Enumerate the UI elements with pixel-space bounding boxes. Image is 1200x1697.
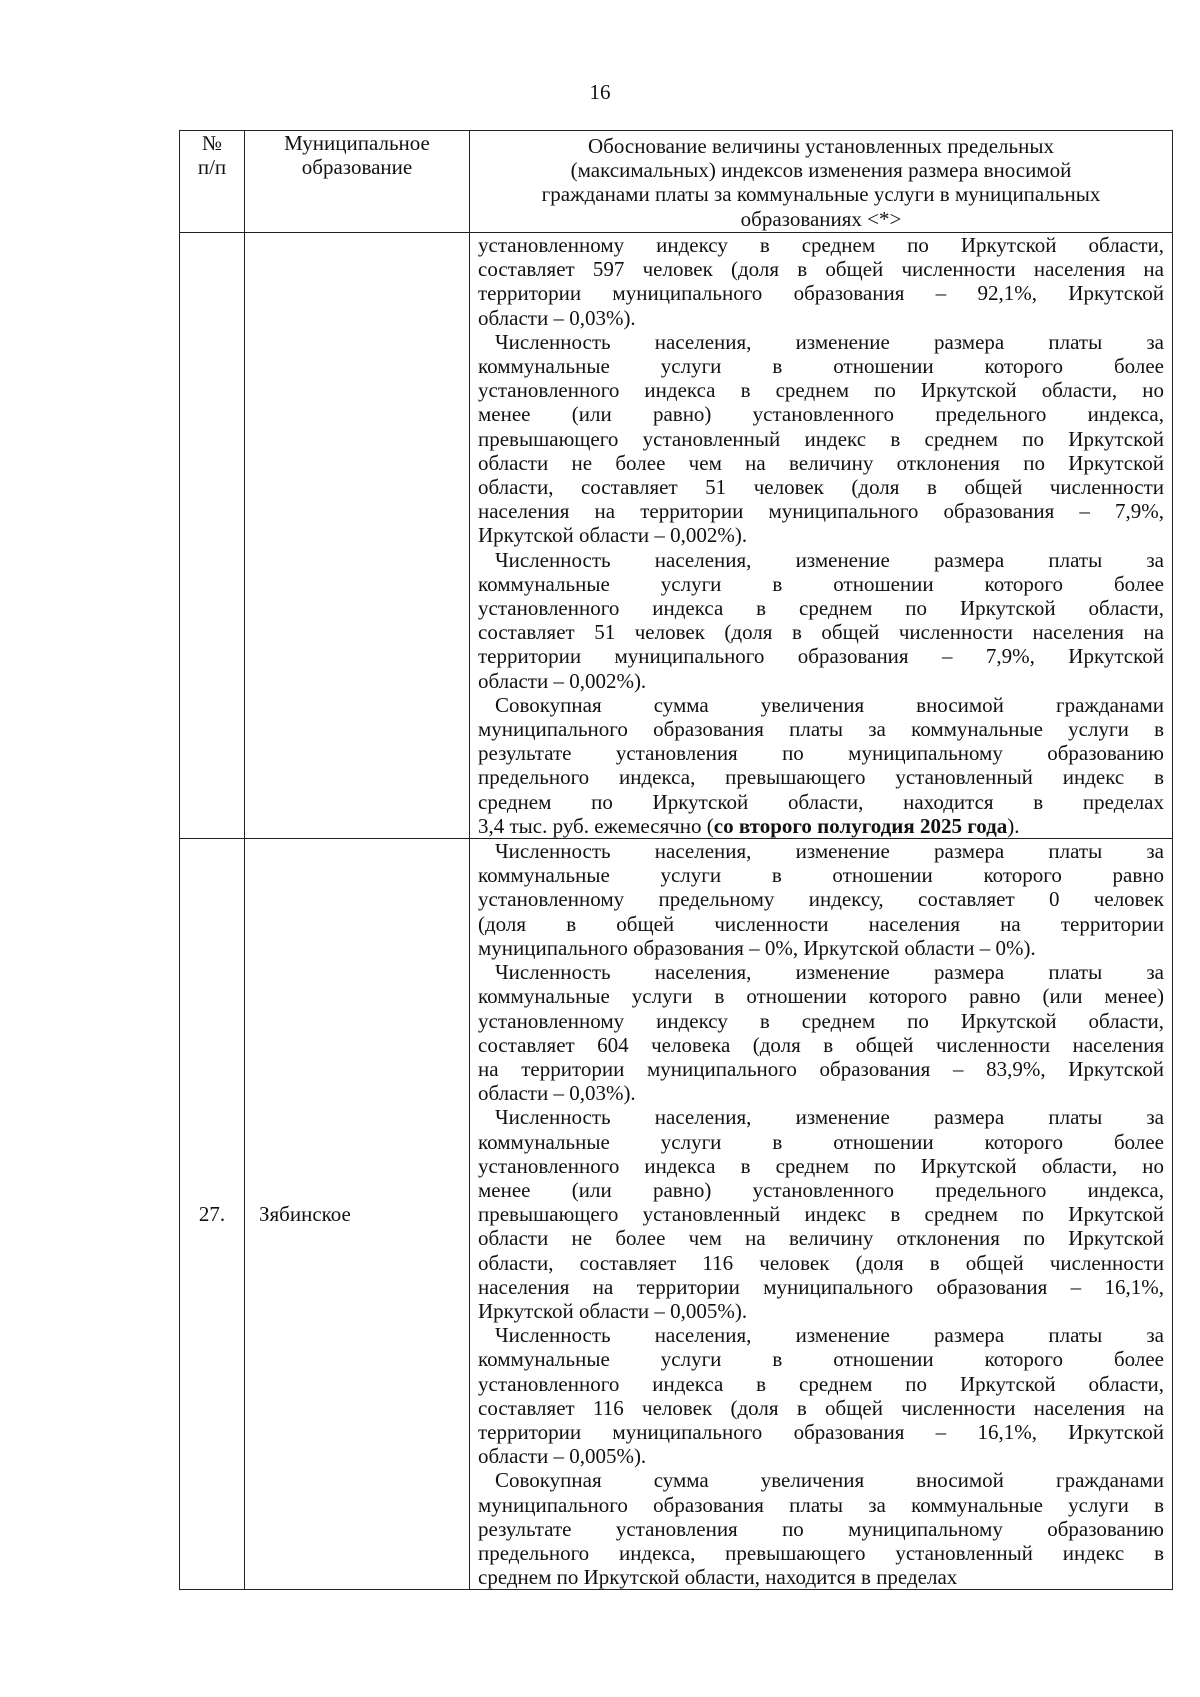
header-number-line1: № <box>201 131 223 155</box>
header-justification <box>470 131 1173 233</box>
justification-paragraph <box>478 1323 1164 1468</box>
paragraph-line: Совокупная сумма увеличения вносимой гражданами <box>495 1468 1164 1493</box>
header-justification-line: гражданами платы за коммунальные услуги в муниципальных <box>541 182 1101 207</box>
paragraph-line: коммунальные услуги в отношении которого равно <box>478 863 1164 888</box>
justification-paragraph <box>478 960 1164 1105</box>
last-line-plain: 3,4 тыс. руб. ежемесячно ( <box>478 813 714 838</box>
paragraph-line: муниципального образования – 0%, Иркутской области – 0%). <box>478 935 1036 960</box>
header-justification-line: (максимальных) индексов изменения размера вносимой <box>570 158 1072 183</box>
justification-paragraph <box>478 330 1164 548</box>
justification-paragraph <box>478 839 1164 960</box>
paragraph-line: области не более чем на величину отклонения по Иркутской <box>478 1226 1164 1251</box>
paragraph-last-line <box>478 814 1164 838</box>
header-municipality-line1: Муниципальное <box>284 131 430 155</box>
paragraph-line: установленному предельному индексу, составляет 0 человек <box>478 887 1164 912</box>
paragraph-line: области – 0,005%). <box>478 1444 647 1469</box>
paragraph-line: составляет 51 человек (доля в общей численности населения на <box>478 620 1164 645</box>
justification-paragraph <box>478 233 1164 330</box>
justification-paragraph <box>478 548 1164 693</box>
paragraph-line: составляет 604 человека (доля в общей численности населения <box>478 1032 1164 1057</box>
paragraph-line: среднем по Иркутской области, находится в пределах <box>478 789 1164 814</box>
row-27-municipality: Зябинское <box>245 839 470 1590</box>
header-number-line2: п/п <box>197 155 227 180</box>
table-row-27 <box>180 839 1173 1590</box>
justification-table <box>179 130 1173 1590</box>
header-municipality <box>245 131 470 233</box>
paragraph-line: предельного индекса, превышающего установленный индекс в <box>478 765 1164 790</box>
paragraph-line: области, составляет 116 человек (доля в общей численности <box>478 1250 1164 1275</box>
page-number: 16 <box>589 80 611 104</box>
paragraph-line: Численность населения, изменение размера платы за <box>495 1323 1164 1348</box>
paragraph-line: области – 0,002%). <box>478 668 647 693</box>
justification-paragraph <box>478 1105 1164 1323</box>
header-number <box>180 131 245 233</box>
paragraph-line: области – 0,03%). <box>478 305 636 330</box>
paragraph-line: результате установления по муниципальному образованию <box>478 1516 1164 1541</box>
paragraph-line: установленному индексу в среднем по Иркутской области, <box>478 1008 1164 1033</box>
header-justification-line: Обоснование величины установленных предельных <box>588 134 1054 158</box>
last-line-end: ). <box>1007 813 1020 838</box>
header-justification-line: образованиях <*> <box>740 206 902 231</box>
paragraph-line: установленному индексу в среднем по Иркутской области, <box>478 233 1164 257</box>
paragraph-line: области, составляет 51 человек (доля в общей численности <box>478 475 1164 500</box>
paragraph-line: коммунальные услуги в отношении которого более <box>478 1347 1164 1372</box>
paragraph-line: Численность населения, изменение размера платы за <box>495 960 1164 985</box>
paragraph-line: населения на территории муниципального образования – 7,9%, <box>478 499 1164 524</box>
paragraph-line: составляет 116 человек (доля в общей численности населения на <box>478 1395 1164 1420</box>
paragraph-line: превышающего установленный индекс в среднем по Иркутской <box>478 426 1164 451</box>
paragraph-line: муниципального образования платы за коммунальные услуги в <box>478 717 1164 742</box>
table-header-row <box>180 131 1173 233</box>
paragraph-line: менее (или равно) установленного предельного индекса, <box>478 402 1164 427</box>
paragraph-line: предельного индекса, превышающего установленный индекс в <box>478 1540 1164 1565</box>
paragraph-line: превышающего установленный индекс в среднем по Иркутской <box>478 1202 1164 1227</box>
paragraph-line: среднем по Иркутской области, находится в пределах <box>478 1565 958 1590</box>
paragraph-line: Численность населения, изменение размера платы за <box>495 329 1164 354</box>
row-continued-justification <box>470 233 1173 839</box>
paragraph-line: установленного индекса в среднем по Иркутской области, <box>478 596 1164 621</box>
paragraph-line: Численность населения, изменение размера платы за <box>495 839 1164 864</box>
paragraph-line: коммунальные услуги в отношении которого более <box>478 354 1164 379</box>
paragraph-line: установленного индекса в среднем по Иркутской области, но <box>478 378 1164 403</box>
paragraph-line: менее (или равно) установленного предельного индекса, <box>478 1177 1164 1202</box>
row-27-justification <box>470 839 1173 1590</box>
paragraph-line: Совокупная сумма увеличения вносимой гражданами <box>495 692 1164 717</box>
paragraph-line: результате установления по муниципальному образованию <box>478 741 1164 766</box>
justification-paragraph <box>478 693 1164 838</box>
paragraph-line: коммунальные услуги в отношении которого более <box>478 1129 1164 1154</box>
paragraph-line: составляет 597 человек (доля в общей численности населения на <box>478 257 1164 282</box>
paragraph-line: коммунальные услуги в отношении которого более <box>478 571 1164 596</box>
last-line-bold: со второго полугодия 2025 года <box>713 813 1008 838</box>
paragraph-line: Иркутской области – 0,005%). <box>478 1298 748 1323</box>
paragraph-line: коммунальные услуги в отношении которого равно (или менее) <box>478 984 1164 1009</box>
paragraph-line: области не более чем на величину отклонения по Иркутской <box>478 450 1164 475</box>
row-continued-number <box>180 233 245 839</box>
row-27-number: 27. <box>180 839 245 1590</box>
paragraph-line: территории муниципального образования – 16,1%, Иркутской <box>478 1419 1164 1444</box>
paragraph-line: (доля в общей численности населения на территории <box>478 911 1164 936</box>
paragraph-line: территории муниципального образования – 7,9%, Иркутской <box>478 644 1164 669</box>
row-continued-municipality <box>245 233 470 839</box>
paragraph-line: Численность населения, изменение размера платы за <box>495 547 1164 572</box>
paragraph-line: муниципального образования платы за коммунальные услуги в <box>478 1492 1164 1517</box>
header-municipality-line2: образование <box>301 155 413 180</box>
paragraph-line: Численность населения, изменение размера платы за <box>495 1105 1164 1130</box>
justification-paragraph <box>478 1468 1164 1589</box>
paragraph-line: на территории муниципального образования – 83,9%, Иркутской <box>478 1056 1164 1081</box>
paragraph-line: установленного индекса в среднем по Иркутской области, но <box>478 1153 1164 1178</box>
paragraph-line: области – 0,03%). <box>478 1081 636 1106</box>
paragraph-line: установленного индекса в среднем по Иркутской области, <box>478 1371 1164 1396</box>
paragraph-line: населения на территории муниципального образования – 16,1%, <box>478 1274 1164 1299</box>
table-row-continued <box>180 233 1173 839</box>
paragraph-line: территории муниципального образования – 92,1%, Иркутской <box>478 281 1164 306</box>
paragraph-line: Иркутской области – 0,002%). <box>478 523 748 548</box>
